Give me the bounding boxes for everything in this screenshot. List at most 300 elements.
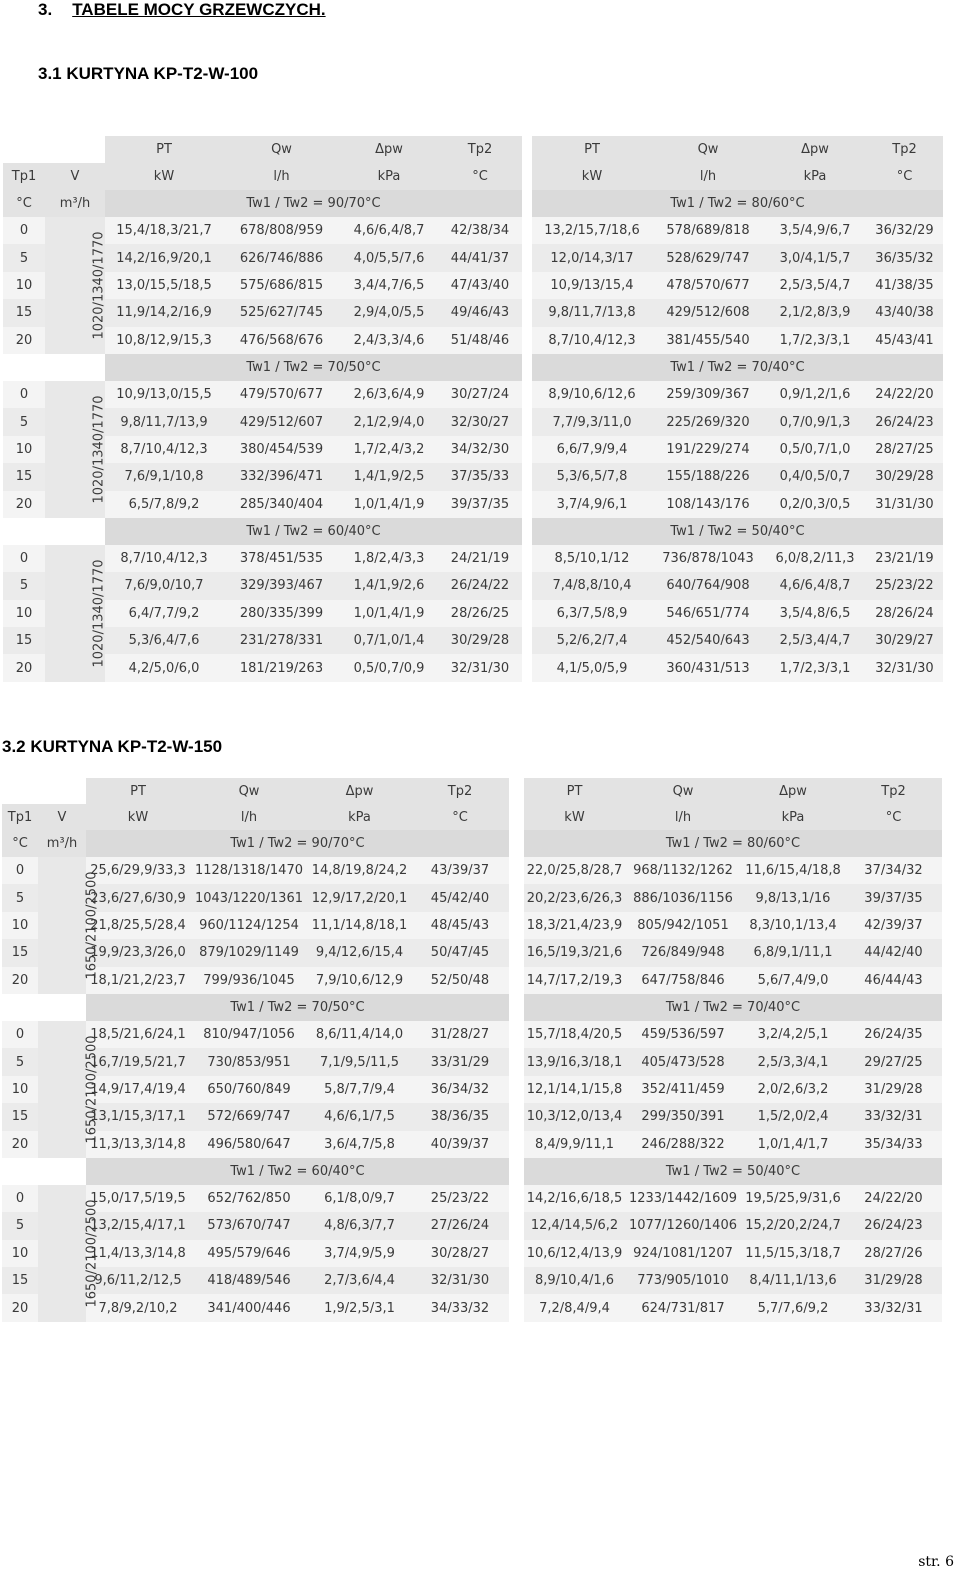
data-cell-right: 1,5/2,0/2,4 [741, 1103, 845, 1130]
data-cell-right: 23/21/19 [866, 545, 943, 572]
section-title-text: TABELE MOCY GRZEWCZYCH. [72, 0, 326, 19]
data-cell-right: 8,4/9,9/11,1 [524, 1131, 625, 1158]
data-cell-left: 652/762/850 [190, 1185, 308, 1212]
data-cell-right: 42/39/37 [845, 912, 942, 939]
power-table-kp-t2-w-100 [3, 136, 943, 682]
tp1-value: 15 [3, 463, 45, 490]
data-cell-left: 30/29/28 [438, 627, 522, 654]
table-2-heading: 3.2 KURTYNA KP-T2-W-150 [2, 737, 223, 756]
data-cell-right: 28/27/26 [845, 1240, 942, 1267]
data-cell-right: 225/269/320 [652, 408, 764, 435]
data-cell-right: 2,5/3,5/4,7 [764, 272, 866, 299]
data-cell-left: 42/38/34 [438, 217, 522, 244]
separator [509, 1240, 524, 1267]
data-cell-left: 730/853/951 [190, 1048, 308, 1075]
data-cell-right: 6,3/7,5/8,9 [532, 600, 652, 627]
data-cell-right: 4,1/5,0/5,9 [532, 654, 652, 681]
tp1-header: Tp1 [2, 804, 38, 830]
data-cell-right: 12,0/14,3/17 [532, 244, 652, 271]
data-cell-right: 1077/1260/1406 [625, 1212, 741, 1239]
data-cell-right: 10,9/13/15,4 [532, 272, 652, 299]
data-cell-right: 6,8/9,1/11,1 [741, 939, 845, 966]
block-title-left: Tw1 / Tw2 = 90/70°C [86, 830, 509, 857]
data-cell-left: 51/48/46 [438, 327, 522, 354]
block-title-left: Tw1 / Tw2 = 60/40°C [86, 1158, 509, 1185]
tp1-value: 20 [2, 1131, 38, 1158]
data-cell-left: 5,8/7,7/9,4 [308, 1076, 411, 1103]
data-cell-left: 525/627/745 [223, 299, 340, 326]
data-cell-right: 12,1/14,1/15,8 [524, 1076, 625, 1103]
data-cell-left: 650/760/849 [190, 1076, 308, 1103]
table-row [2, 884, 942, 911]
separator [522, 244, 532, 271]
table-1-heading: 3.1 KURTYNA KP-T2-W-100 [38, 64, 259, 83]
data-cell-left: 30/27/24 [438, 381, 522, 408]
separator [522, 408, 532, 435]
separator [509, 1267, 524, 1294]
block-title-right: Tw1 / Tw2 = 70/40°C [524, 994, 942, 1021]
tp1-value: 20 [3, 491, 45, 518]
col-header-right: Qw [652, 136, 764, 163]
tp1-value: 10 [3, 436, 45, 463]
data-cell-left: 39/37/35 [438, 491, 522, 518]
airflow-value: 1650/2100/2500 [38, 857, 86, 994]
table-row [2, 939, 942, 966]
airflow-value: 1650/2100/2500 [38, 1185, 86, 1322]
table-row [2, 912, 942, 939]
data-cell-left: 1043/1220/1361 [190, 884, 308, 911]
data-cell-right: 8,9/10,6/12,6 [532, 381, 652, 408]
tp1-value: 15 [3, 299, 45, 326]
data-cell-left: 575/686/815 [223, 272, 340, 299]
data-cell-left: 43/39/37 [411, 857, 509, 884]
data-cell-left: 28/26/25 [438, 600, 522, 627]
separator [522, 627, 532, 654]
data-cell-right: 546/651/774 [652, 600, 764, 627]
data-cell-left: 378/451/535 [223, 545, 340, 572]
airflow-value: 1020/1340/1770 [45, 381, 105, 518]
v-header: V [45, 163, 105, 190]
table-row [3, 627, 943, 654]
data-cell-right: 405/473/528 [625, 1048, 741, 1075]
separator [522, 272, 532, 299]
blank [2, 778, 38, 804]
data-cell-left: 37/35/33 [438, 463, 522, 490]
data-cell-left: 3,7/4,9/5,9 [308, 1240, 411, 1267]
unit-right: °C [866, 163, 943, 190]
data-cell-right: 773/905/1010 [625, 1267, 741, 1294]
data-cell-right: 37/34/32 [845, 857, 942, 884]
data-cell-left: 14,9/17,4/19,4 [86, 1076, 190, 1103]
separator [509, 1131, 524, 1158]
tp1-value: 15 [3, 627, 45, 654]
blank [3, 518, 45, 545]
data-cell-right: 1,0/1,4/1,7 [741, 1131, 845, 1158]
unit-left: °C [438, 163, 522, 190]
blank [3, 136, 45, 163]
data-cell-right: 28/26/24 [866, 600, 943, 627]
table-row [3, 436, 943, 463]
data-cell-left: 960/1124/1254 [190, 912, 308, 939]
data-cell-right: 36/35/32 [866, 244, 943, 271]
data-cell-left: 5,3/6,4/7,6 [105, 627, 223, 654]
data-cell-left: 12,9/17,2/20,1 [308, 884, 411, 911]
data-cell-left: 8,7/10,4/12,3 [105, 436, 223, 463]
unit-right: °C [845, 804, 942, 830]
data-cell-left: 496/580/647 [190, 1131, 308, 1158]
separator [509, 1021, 524, 1048]
data-cell-left: 572/669/747 [190, 1103, 308, 1130]
data-cell-right: 33/32/31 [845, 1103, 942, 1130]
data-cell-left: 6,1/8,0/9,7 [308, 1185, 411, 1212]
table-row [3, 545, 943, 572]
data-cell-right: 4,6/6,4/8,7 [764, 572, 866, 599]
v-unit: m³/h [45, 190, 105, 217]
col-header-left: Δpw [308, 778, 411, 804]
data-cell-left: 38/36/35 [411, 1103, 509, 1130]
separator [522, 354, 532, 381]
data-cell-right: 7,2/8,4/9,4 [524, 1294, 625, 1321]
unit-left: kW [86, 804, 190, 830]
data-cell-right: 2,5/3,4/4,7 [764, 627, 866, 654]
data-cell-right: 26/24/23 [845, 1212, 942, 1239]
col-header-left: Δpw [340, 136, 438, 163]
separator [509, 1294, 524, 1321]
data-cell-right: 14,7/17,2/19,3 [524, 967, 625, 994]
data-cell-right: 11,5/15,3/18,7 [741, 1240, 845, 1267]
data-cell-right: 29/27/25 [845, 1048, 942, 1075]
tp1-value: 5 [3, 408, 45, 435]
data-cell-right: 43/40/38 [866, 299, 943, 326]
unit-left: °C [411, 804, 509, 830]
separator [509, 1103, 524, 1130]
col-header-right: Tp2 [866, 136, 943, 163]
tp1-value: 0 [2, 1185, 38, 1212]
separator [522, 327, 532, 354]
data-cell-left: 18,5/21,6/24,1 [86, 1021, 190, 1048]
data-cell-left: 1,8/2,4/3,3 [340, 545, 438, 572]
separator [509, 830, 524, 857]
separator [509, 912, 524, 939]
table-row [2, 1212, 942, 1239]
data-cell-right: 352/411/459 [625, 1076, 741, 1103]
data-cell-left: 1,4/1,9/2,5 [340, 463, 438, 490]
data-cell-left: 25,6/29,9/33,3 [86, 857, 190, 884]
table-row [2, 1021, 942, 1048]
tp1-value: 0 [3, 381, 45, 408]
separator [509, 939, 524, 966]
separator [509, 884, 524, 911]
data-cell-left: 14,2/16,9/20,1 [105, 244, 223, 271]
blank [45, 518, 105, 545]
data-cell-right: 259/309/367 [652, 381, 764, 408]
table-row [2, 857, 942, 884]
unit-left: l/h [190, 804, 308, 830]
data-cell-right: 26/24/35 [845, 1021, 942, 1048]
col-header-right: PT [524, 778, 625, 804]
data-cell-left: 231/278/331 [223, 627, 340, 654]
col-header-left: PT [86, 778, 190, 804]
separator [522, 572, 532, 599]
data-cell-left: 1,0/1,4/1,9 [340, 600, 438, 627]
data-cell-right: 0,7/0,9/1,3 [764, 408, 866, 435]
data-cell-left: 7,8/9,2/10,2 [86, 1294, 190, 1321]
data-cell-left: 3,6/4,7/5,8 [308, 1131, 411, 1158]
separator [509, 804, 524, 830]
block-title-right: Tw1 / Tw2 = 50/40°C [524, 1158, 942, 1185]
unit-right: l/h [625, 804, 741, 830]
data-cell-right: 1,7/2,3/3,1 [764, 327, 866, 354]
tp1-value: 0 [3, 217, 45, 244]
separator [509, 857, 524, 884]
data-cell-right: 578/689/818 [652, 217, 764, 244]
data-cell-right: 624/731/817 [625, 1294, 741, 1321]
separator [522, 654, 532, 681]
data-cell-left: 14,8/19,8/24,2 [308, 857, 411, 884]
data-cell-left: 1,7/2,4/3,2 [340, 436, 438, 463]
data-cell-right: 1233/1442/1609 [625, 1185, 741, 1212]
data-cell-left: 626/746/886 [223, 244, 340, 271]
data-cell-left: 25/23/22 [411, 1185, 509, 1212]
data-cell-right: 8,9/10,4/1,6 [524, 1267, 625, 1294]
data-cell-right: 15,7/18,4/20,5 [524, 1021, 625, 1048]
v-unit: m³/h [38, 830, 86, 857]
data-cell-left: 7,1/9,5/11,5 [308, 1048, 411, 1075]
data-cell-right: 5,6/7,4/9,0 [741, 967, 845, 994]
col-header-right: Δpw [741, 778, 845, 804]
data-cell-left: 33/31/29 [411, 1048, 509, 1075]
table-row [3, 600, 943, 627]
data-cell-left: 32/31/30 [438, 654, 522, 681]
data-cell-right: 10,3/12,0/13,4 [524, 1103, 625, 1130]
separator [522, 163, 532, 190]
block-title-left: Tw1 / Tw2 = 70/50°C [105, 354, 522, 381]
airflow-value: 1020/1340/1770 [45, 545, 105, 682]
tp1-value: 5 [3, 244, 45, 271]
separator [522, 518, 532, 545]
tp1-value: 0 [3, 545, 45, 572]
data-cell-right: 246/288/322 [625, 1131, 741, 1158]
tp1-value: 15 [2, 1103, 38, 1130]
separator [522, 299, 532, 326]
data-cell-left: 810/947/1056 [190, 1021, 308, 1048]
tp1-value: 15 [2, 1267, 38, 1294]
data-cell-right: 924/1081/1207 [625, 1240, 741, 1267]
table-row [2, 1076, 942, 1103]
data-cell-left: 9,6/11,2/12,5 [86, 1267, 190, 1294]
data-cell-left: 495/579/646 [190, 1240, 308, 1267]
data-cell-left: 11,9/14,2/16,9 [105, 299, 223, 326]
separator [522, 381, 532, 408]
blank [38, 1158, 86, 1185]
data-cell-right: 22,0/25,8/28,7 [524, 857, 625, 884]
data-cell-left: 1,0/1,4/1,9 [340, 491, 438, 518]
blank [3, 354, 45, 381]
data-cell-right: 5,2/6,2/7,4 [532, 627, 652, 654]
data-cell-right: 20,2/23,6/26,3 [524, 884, 625, 911]
data-cell-left: 6,5/7,8/9,2 [105, 491, 223, 518]
data-cell-right: 3,5/4,9/6,7 [764, 217, 866, 244]
data-cell-left: 40/39/37 [411, 1131, 509, 1158]
separator [522, 217, 532, 244]
data-cell-left: 380/454/539 [223, 436, 340, 463]
data-cell-left: 11,3/13,3/14,8 [86, 1131, 190, 1158]
data-cell-right: 726/849/948 [625, 939, 741, 966]
data-cell-left: 4,6/6,4/8,7 [340, 217, 438, 244]
data-cell-left: 49/46/43 [438, 299, 522, 326]
block-title-right: Tw1 / Tw2 = 50/40°C [532, 518, 943, 545]
data-cell-left: 4,2/5,0/6,0 [105, 654, 223, 681]
data-cell-left: 2,9/4,0/5,5 [340, 299, 438, 326]
data-cell-right: 2,1/2,8/3,9 [764, 299, 866, 326]
table-row [3, 272, 943, 299]
data-cell-left: 31/28/27 [411, 1021, 509, 1048]
col-header-left: Qw [223, 136, 340, 163]
tp1-value: 15 [2, 939, 38, 966]
data-cell-left: 332/396/471 [223, 463, 340, 490]
tp1-header: Tp1 [3, 163, 45, 190]
data-cell-right: 19,5/25,9/31,6 [741, 1185, 845, 1212]
col-header-right: Tp2 [845, 778, 942, 804]
data-cell-right: 14,2/16,6/18,5 [524, 1185, 625, 1212]
tp1-value: 10 [2, 912, 38, 939]
data-cell-right: 452/540/643 [652, 627, 764, 654]
data-cell-right: 15,2/20,2/24,7 [741, 1212, 845, 1239]
tp1-value: 5 [2, 884, 38, 911]
data-cell-left: 47/43/40 [438, 272, 522, 299]
data-cell-left: 11,1/14,8/18,1 [308, 912, 411, 939]
data-cell-right: 0,9/1,2/1,6 [764, 381, 866, 408]
col-header-right: Δpw [764, 136, 866, 163]
data-cell-left: 9,8/11,7/13,9 [105, 408, 223, 435]
separator [509, 1076, 524, 1103]
data-cell-right: 11,6/15,4/18,8 [741, 857, 845, 884]
block-title-right: Tw1 / Tw2 = 80/60°C [532, 190, 943, 217]
table-row [3, 463, 943, 490]
data-cell-left: 4,8/6,3/7,7 [308, 1212, 411, 1239]
data-cell-left: 8,6/11,4/14,0 [308, 1021, 411, 1048]
data-cell-left: 2,4/3,3/4,6 [340, 327, 438, 354]
block-title-right: Tw1 / Tw2 = 80/60°C [524, 830, 942, 857]
data-cell-left: 4,6/6,1/7,5 [308, 1103, 411, 1130]
tp1-value: 0 [2, 857, 38, 884]
table-row [2, 1185, 942, 1212]
data-cell-right: 9,8/13,1/16 [741, 884, 845, 911]
data-cell-right: 8,4/11,1/13,6 [741, 1267, 845, 1294]
data-cell-left: 341/400/446 [190, 1294, 308, 1321]
data-cell-left: 18,1/21,2/23,7 [86, 967, 190, 994]
data-cell-right: 32/31/30 [866, 654, 943, 681]
data-cell-left: 4,0/5,5/7,6 [340, 244, 438, 271]
data-cell-right: 429/512/608 [652, 299, 764, 326]
data-cell-right: 191/229/274 [652, 436, 764, 463]
data-cell-right: 46/44/43 [845, 967, 942, 994]
section-number: 3. [38, 0, 53, 19]
data-cell-right: 0,4/0,5/0,7 [764, 463, 866, 490]
blank [45, 136, 105, 163]
block-title-right: Tw1 / Tw2 = 70/40°C [532, 354, 943, 381]
table-row [2, 967, 942, 994]
table-row [3, 217, 943, 244]
data-cell-right: 3,7/4,9/6,1 [532, 491, 652, 518]
data-cell-right: 459/536/597 [625, 1021, 741, 1048]
data-cell-right: 0,5/0,7/1,0 [764, 436, 866, 463]
data-cell-right: 16,5/19,3/21,6 [524, 939, 625, 966]
table-row [3, 408, 943, 435]
data-cell-right: 31/31/30 [866, 491, 943, 518]
tp1-value: 5 [2, 1048, 38, 1075]
tp1-value: 20 [2, 967, 38, 994]
data-cell-right: 31/29/28 [845, 1076, 942, 1103]
table-row [3, 327, 943, 354]
data-cell-left: 52/50/48 [411, 967, 509, 994]
separator [509, 1048, 524, 1075]
data-cell-right: 8,5/10,1/12 [532, 545, 652, 572]
data-cell-left: 50/47/45 [411, 939, 509, 966]
data-cell-right: 30/29/28 [866, 463, 943, 490]
data-cell-right: 886/1036/1156 [625, 884, 741, 911]
data-cell-left: 10,9/13,0/15,5 [105, 381, 223, 408]
tp1-value: 20 [3, 654, 45, 681]
data-cell-right: 3,5/4,8/6,5 [764, 600, 866, 627]
data-cell-left: 285/340/404 [223, 491, 340, 518]
blank [2, 1158, 38, 1185]
data-cell-left: 13,2/15,4/17,1 [86, 1212, 190, 1239]
separator [522, 190, 532, 217]
data-cell-left: 573/670/747 [190, 1212, 308, 1239]
unit-right: l/h [652, 163, 764, 190]
table-row [2, 1240, 942, 1267]
data-cell-left: 44/41/37 [438, 244, 522, 271]
data-cell-right: 36/32/29 [866, 217, 943, 244]
data-cell-right: 44/42/40 [845, 939, 942, 966]
data-cell-left: 15,4/18,3/21,7 [105, 217, 223, 244]
data-cell-right: 45/43/41 [866, 327, 943, 354]
data-cell-left: 34/32/30 [438, 436, 522, 463]
data-cell-right: 33/32/31 [845, 1294, 942, 1321]
block-title-left: Tw1 / Tw2 = 90/70°C [105, 190, 522, 217]
blank [38, 778, 86, 804]
data-cell-right: 25/23/22 [866, 572, 943, 599]
data-cell-left: 48/45/43 [411, 912, 509, 939]
tp1-value: 10 [2, 1076, 38, 1103]
data-cell-right: 3,2/4,2/5,1 [741, 1021, 845, 1048]
data-cell-right: 360/431/513 [652, 654, 764, 681]
tp1-value: 10 [3, 600, 45, 627]
data-cell-right: 528/629/747 [652, 244, 764, 271]
data-cell-right: 7,4/8,8/10,4 [532, 572, 652, 599]
data-cell-right: 24/22/20 [845, 1185, 942, 1212]
separator [509, 967, 524, 994]
data-cell-left: 23,6/27,6/30,9 [86, 884, 190, 911]
airflow-value: 1020/1340/1770 [45, 217, 105, 354]
data-cell-right: 647/758/846 [625, 967, 741, 994]
data-cell-left: 879/1029/1149 [190, 939, 308, 966]
data-cell-left: 418/489/546 [190, 1267, 308, 1294]
data-cell-left: 181/219/263 [223, 654, 340, 681]
data-cell-left: 1,9/2,5/3,1 [308, 1294, 411, 1321]
col-header-right: Qw [625, 778, 741, 804]
data-cell-right: 478/570/677 [652, 272, 764, 299]
data-cell-left: 479/570/677 [223, 381, 340, 408]
table-row [2, 1267, 942, 1294]
data-cell-right: 6,0/8,2/11,3 [764, 545, 866, 572]
data-cell-left: 3,4/4,7/6,5 [340, 272, 438, 299]
table-row [3, 654, 943, 681]
blank [38, 994, 86, 1021]
data-cell-left: 19,9/23,3/26,0 [86, 939, 190, 966]
data-cell-right: 26/24/23 [866, 408, 943, 435]
